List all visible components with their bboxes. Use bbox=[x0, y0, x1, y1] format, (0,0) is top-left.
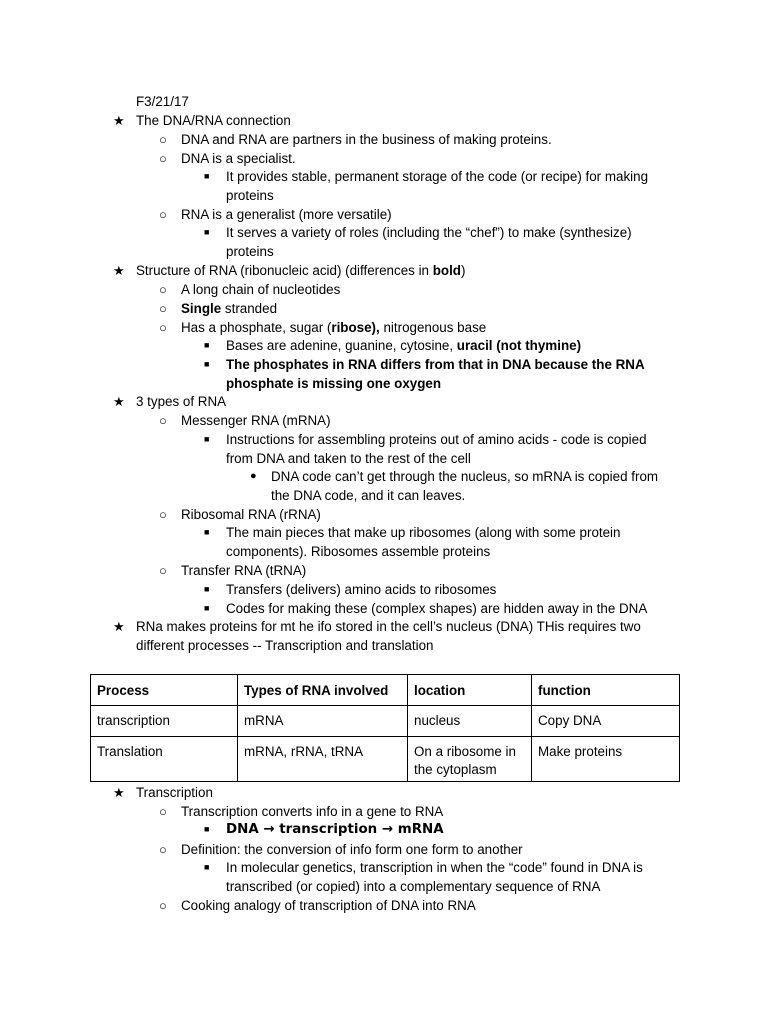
circle-bullet: ○ bbox=[159, 563, 167, 578]
circle-bullet: ○ bbox=[159, 151, 167, 166]
list-item: Transfers (delivers) amino acids to ribosomes bbox=[226, 582, 497, 597]
table-header-cell: Process bbox=[91, 675, 238, 706]
list-item: It serves a variety of roles (including the “chef”) to make (synthesize) bbox=[226, 225, 632, 240]
list-item: Codes for making these (complex shapes) are hidden away in the DNA bbox=[226, 601, 648, 616]
list-item-continued: phosphate is missing one oxygen bbox=[226, 376, 442, 391]
table-row bbox=[91, 737, 680, 782]
circle-bullet: ○ bbox=[159, 842, 167, 857]
dot-bullet: ● bbox=[250, 470, 257, 482]
heading-dna-rna-connection: The DNA/RNA connection bbox=[136, 113, 291, 128]
square-bullet: ■ bbox=[204, 527, 210, 537]
circle-bullet: ○ bbox=[159, 320, 167, 335]
table-cell: On a ribosome in the cytoplasm bbox=[408, 737, 532, 782]
paragraph-continued: different processes -- Transcription and translation bbox=[136, 638, 434, 653]
list-item: A long chain of nucleotides bbox=[181, 282, 341, 297]
heading-3-types-of-rna: 3 types of RNA bbox=[136, 394, 227, 409]
list-item: It provides stable, permanent storage of the code (or recipe) for making bbox=[226, 169, 649, 184]
table-cell: Make proteins bbox=[532, 737, 680, 782]
list-item: Cooking analogy of transcription of DNA into RNA bbox=[181, 898, 476, 913]
date-line: F3/21/17 bbox=[136, 94, 189, 109]
list-item-continued: components). Ribosomes assemble proteins bbox=[226, 544, 491, 559]
table-header-cell: function bbox=[532, 675, 680, 706]
circle-bullet: ○ bbox=[159, 282, 167, 297]
heading-transcription: Transcription bbox=[136, 785, 213, 800]
list-item: DNA and RNA are partners in the business of making proteins. bbox=[181, 132, 552, 147]
list-item: The main pieces that make up ribosomes (along with some protein bbox=[226, 525, 621, 540]
circle-bullet: ○ bbox=[159, 507, 167, 522]
circle-bullet: ○ bbox=[159, 804, 167, 819]
list-item: RNA is a generalist (more versatile) bbox=[181, 207, 392, 222]
star-bullet: ★ bbox=[113, 785, 125, 800]
square-bullet: ■ bbox=[204, 227, 210, 237]
list-item-continued: proteins bbox=[226, 188, 274, 203]
list-item: Single stranded bbox=[181, 301, 278, 316]
list-item: In molecular genetics, transcription in when the “code” found in DNA is bbox=[226, 860, 643, 875]
square-bullet: ■ bbox=[204, 434, 210, 444]
rna-process-table bbox=[90, 674, 680, 782]
paragraph-rna-makes-proteins: RNa makes proteins for mt he ifo stored in the cell’s nucleus (DNA) THis requires two bbox=[136, 619, 641, 634]
list-item-continued: proteins bbox=[226, 244, 274, 259]
square-bullet: ■ bbox=[204, 862, 210, 872]
list-item: DNA is a specialist. bbox=[181, 151, 296, 166]
table-cell: mRNA bbox=[238, 706, 408, 737]
square-bullet: ■ bbox=[204, 171, 210, 181]
table-cell: mRNA, rRNA, tRNA bbox=[238, 737, 408, 782]
square-bullet: ■ bbox=[204, 603, 210, 613]
square-bullet: ■ bbox=[204, 584, 210, 594]
table-cell: transcription bbox=[91, 706, 238, 737]
list-item: DNA code can’t get through the nucleus, so mRNA is copied from bbox=[271, 469, 659, 484]
list-item: Ribosomal RNA (rRNA) bbox=[181, 507, 321, 522]
star-bullet: ★ bbox=[113, 619, 125, 634]
table-header-row bbox=[91, 675, 680, 706]
star-bullet: ★ bbox=[113, 113, 125, 128]
list-item-continued: the DNA code, and it can leaves. bbox=[271, 488, 466, 503]
list-item: Transfer RNA (tRNA) bbox=[181, 563, 307, 578]
table-header-cell: Types of RNA involved bbox=[238, 675, 408, 706]
list-item-continued: from DNA and taken to the rest of the cell bbox=[226, 451, 471, 466]
heading-structure-of-rna: Structure of RNA (ribonucleic acid) (differences in bold) bbox=[136, 263, 466, 278]
list-item: Definition: the conversion of info form one form to another bbox=[181, 842, 523, 857]
list-item: Instructions for assembling proteins out of amino acids - code is copied bbox=[226, 432, 647, 447]
circle-bullet: ○ bbox=[159, 898, 167, 913]
list-item: Bases are adenine, guanine, cytosine, uracil (not thymine) bbox=[226, 338, 582, 353]
table-header-cell: location bbox=[408, 675, 532, 706]
list-item-equation: DNA → transcription → mRNA bbox=[226, 822, 444, 837]
star-bullet: ★ bbox=[113, 394, 125, 409]
list-item: Messenger RNA (mRNA) bbox=[181, 413, 331, 428]
table-cell: nucleus bbox=[408, 706, 532, 737]
circle-bullet: ○ bbox=[159, 207, 167, 222]
list-item-continued: transcribed (or copied) into a complementary sequence of RNA bbox=[226, 879, 601, 894]
list-item: Transcription converts info in a gene to RNA bbox=[181, 804, 444, 819]
circle-bullet: ○ bbox=[159, 413, 167, 428]
table-cell: Translation bbox=[91, 737, 238, 782]
table-cell: Copy DNA bbox=[532, 706, 680, 737]
circle-bullet: ○ bbox=[159, 301, 167, 316]
square-bullet: ■ bbox=[204, 340, 210, 350]
list-item: Has a phosphate, sugar (ribose), nitrogenous base bbox=[181, 320, 487, 335]
table-row bbox=[91, 706, 680, 737]
square-bullet: ■ bbox=[204, 824, 210, 834]
list-item: The phosphates in RNA differs from that in DNA because the RNA bbox=[226, 357, 645, 372]
star-bullet: ★ bbox=[113, 263, 125, 278]
square-bullet: ■ bbox=[204, 359, 210, 369]
circle-bullet: ○ bbox=[159, 132, 167, 147]
